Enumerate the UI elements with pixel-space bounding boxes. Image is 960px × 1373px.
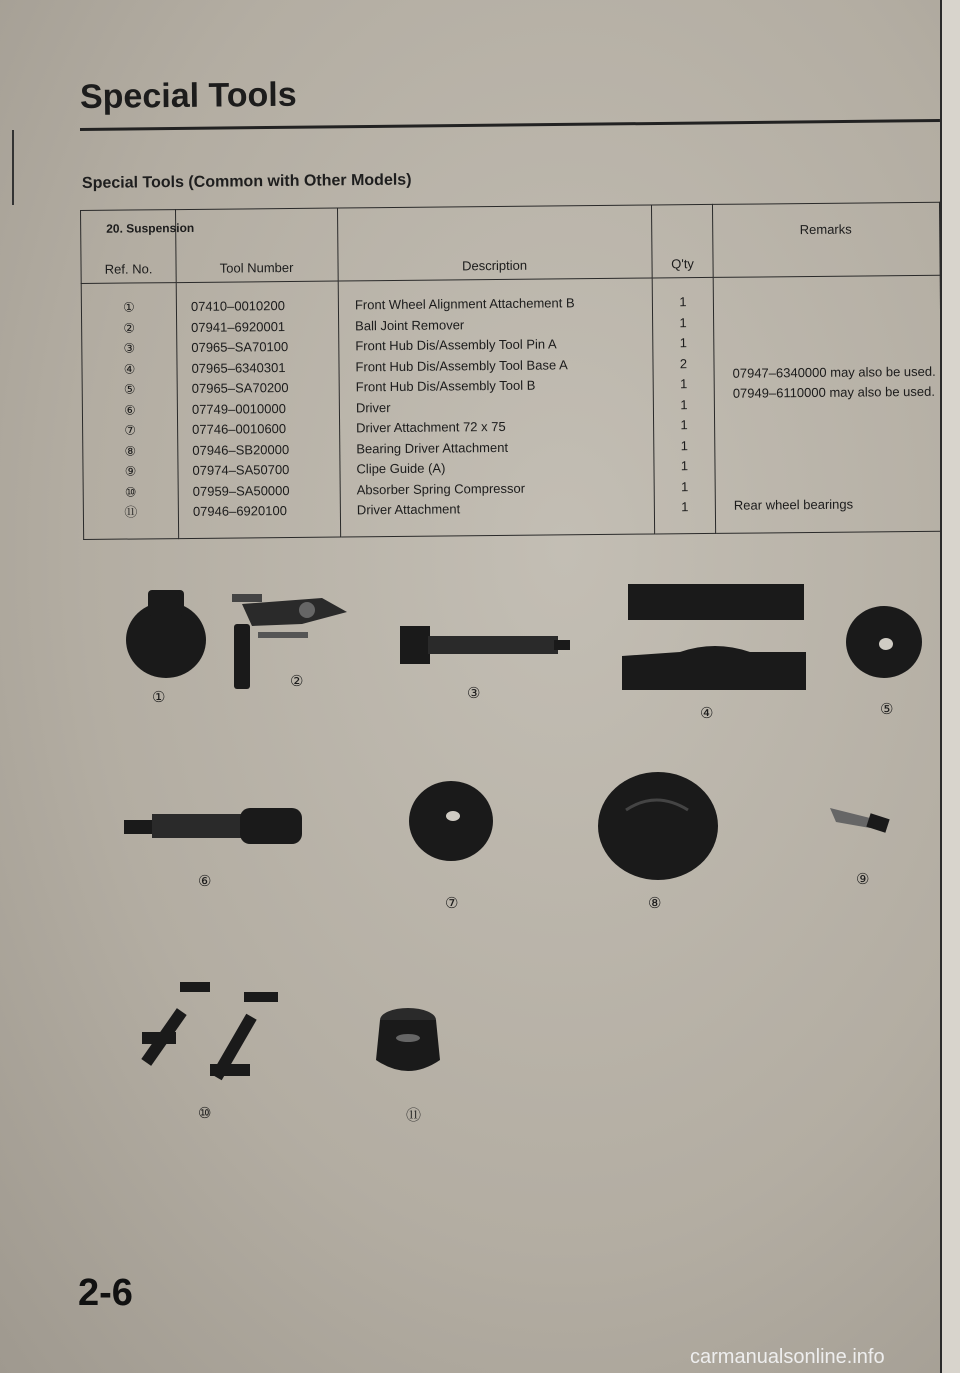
- tool-description: Driver Attachment 72 x 75: [356, 418, 506, 436]
- tool-number: 07965–SA70100: [191, 339, 289, 355]
- tool-description: Absorber Spring Compressor: [356, 480, 526, 497]
- ref-number: ④: [123, 360, 136, 377]
- description-column: [338, 278, 654, 537]
- tool-description: Clipe Guide (A): [356, 460, 446, 477]
- tool-description: Driver: [355, 399, 391, 415]
- tool-3-label: ③: [467, 684, 481, 702]
- adjacent-page-edge: [940, 0, 960, 1373]
- remarks-column: [713, 275, 942, 533]
- page-number: 2-6: [78, 1272, 133, 1314]
- remark-rear-bearings: Rear wheel bearings: [733, 496, 854, 513]
- tool-10-spring-compressor: [140, 972, 290, 1092]
- section-subtitle: Special Tools (Common with Other Models): [81, 171, 412, 192]
- tool-3-hub-pin: [398, 622, 573, 668]
- tool-6-driver: [122, 804, 307, 848]
- ref-number: ⑦: [124, 422, 137, 438]
- tool-1-label: ①: [152, 688, 166, 706]
- ref-number: ⑥: [124, 401, 136, 418]
- tool-7-label: ⑦: [445, 894, 459, 912]
- remark-alt-2: 07949–6110000 may also be used.: [732, 383, 936, 401]
- tool-number: 07410–0010200: [190, 298, 285, 314]
- tool-5-hub-tool-b: [842, 602, 926, 682]
- ref-number: ⑧: [124, 442, 137, 459]
- tool-number: 07974–SA50700: [192, 462, 290, 478]
- tool-11-label: ⑪: [406, 1106, 422, 1124]
- tool-9-label: ⑨: [856, 870, 870, 888]
- remark-alt-1: 07947–6340000 may also be used.: [732, 363, 936, 381]
- ref-number: ⑪: [124, 504, 138, 520]
- tool-description: Front Hub Dis/Assembly Tool Base A: [355, 356, 568, 374]
- tool-number: 07941–6920001: [191, 318, 286, 335]
- tool-description: Ball Joint Remover: [355, 316, 465, 333]
- tool-9-clip-guide: [826, 800, 896, 840]
- tool-2-label: ②: [290, 672, 304, 690]
- tool-10-label: ⑩: [198, 1104, 212, 1122]
- tool-quantity: 1: [680, 396, 688, 412]
- header-ref: Ref. No.: [81, 210, 177, 284]
- tool-5-label: ⑤: [880, 700, 894, 718]
- tool-quantity: 2: [679, 355, 688, 371]
- tool-2-ball-joint-remover: [212, 584, 352, 694]
- tool-number: 07746–0010600: [192, 421, 287, 437]
- tool-number: 07965–6340301: [191, 359, 286, 376]
- tool-1-alignment-attachment: [118, 588, 218, 683]
- tool-quantity: 1: [679, 335, 687, 351]
- tool-11-driver-attachment: [368, 1002, 448, 1082]
- header-remarks: Remarks: [712, 202, 940, 277]
- table-header-row: [81, 202, 941, 283]
- ref-number: ③: [123, 340, 136, 356]
- tool-quantity: 1: [681, 499, 689, 515]
- tool-number: 07946–SB20000: [192, 441, 290, 458]
- binder-mark: [12, 130, 14, 205]
- watermark: carmanualsonline.info: [690, 1346, 885, 1368]
- tool-quantity: 1: [680, 458, 689, 474]
- header-qty: Q'ty: [651, 204, 713, 278]
- ref-number: ⑨: [124, 463, 137, 479]
- tool-4-label: ④: [700, 704, 714, 722]
- tool-quantity: 1: [680, 478, 689, 494]
- tools-table: [80, 202, 943, 520]
- table-caption: 20. Suspension: [106, 220, 195, 236]
- tool-8-bearing-driver-attachment: [596, 770, 720, 882]
- title-rule: [80, 119, 940, 131]
- tool-quantity: 1: [679, 294, 687, 310]
- tool-6-label: ⑥: [198, 872, 212, 890]
- tool-quantity: 1: [680, 417, 688, 433]
- header-tool-number: Tool Number: [176, 208, 339, 283]
- tool-description: Front Hub Dis/Assembly Tool B: [355, 377, 536, 395]
- ref-number: ⑩: [124, 483, 137, 500]
- tool-description: Driver Attachment: [356, 501, 461, 518]
- tool-quantity: 1: [679, 376, 688, 392]
- header-description: Description: [337, 205, 652, 281]
- tool-number: 07749–0010000: [191, 400, 286, 417]
- tool-8-label: ⑧: [648, 894, 662, 912]
- tool-number: 07959–SA50000: [192, 482, 290, 499]
- page-title: Special Tools: [79, 75, 297, 116]
- ref-number: ⑤: [123, 381, 136, 397]
- tool-description: Bearing Driver Attachment: [356, 439, 509, 456]
- ref-number: ①: [123, 299, 135, 315]
- tool-quantity: 1: [679, 314, 687, 330]
- tool-4-hub-base: [620, 582, 810, 694]
- ref-number: ②: [123, 319, 136, 336]
- table-row: [81, 275, 942, 539]
- tool-number: 07965–SA70200: [191, 380, 289, 396]
- ref-column: [81, 283, 178, 540]
- tool-description: Front Hub Dis/Assembly Tool Pin A: [355, 336, 557, 354]
- tool-number: 07946–6920100: [192, 503, 287, 519]
- tool-7-driver-attachment: [406, 778, 496, 864]
- tool-quantity: 1: [680, 437, 688, 453]
- tool-number-column: [176, 281, 340, 539]
- qty-column: [652, 277, 715, 534]
- tool-description: Front Wheel Alignment Attachement B: [354, 295, 575, 313]
